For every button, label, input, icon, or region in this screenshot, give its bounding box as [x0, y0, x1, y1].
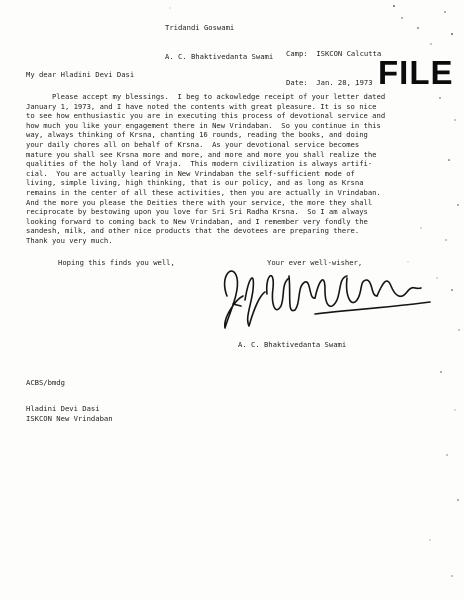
signature-block [215, 256, 440, 336]
recipient-location: ISKCON New Vrindaban [26, 413, 113, 423]
printed-name: A. C. Bhaktivedanta Swami [238, 340, 347, 349]
date-value: Jan. 28, 1973 [316, 77, 373, 87]
reference-initials: ACBS/bmdg [26, 378, 65, 387]
body-line: looking forward to coming back to New Vrindaban, and I remember very fondly the [26, 216, 368, 226]
body-line: Please accept my blessings. I beg to ackowledge receipt of your letter dated [26, 92, 386, 101]
body-line: Thank you very much. [26, 235, 113, 245]
body-line: remains in the center of all these activities, then you are actually in Vrindaban. [26, 187, 381, 197]
file-stamp: FILE [378, 54, 454, 91]
body-line: sandesh, milk, and other nice products that the devotees are preparing there. [26, 226, 360, 236]
body-line: mature you shall see Krsna more and more, and more and more you shall realize the [26, 149, 377, 159]
recipient-block [26, 404, 113, 423]
closing-line: Hoping this finds you well, [58, 258, 175, 267]
body-line: January 1, 1973, and I have noted the contents with great pleasure. It is so nice [26, 101, 377, 111]
body-line: how much you like your engagement there in New Vrindaban. So you continue in this [26, 120, 381, 130]
body-line: qualities of the holy land of Vraja. This modern civilization is always artifi- [26, 159, 373, 169]
camp-value: ISKCON Calcutta [316, 49, 382, 59]
body-line: living, simple living, high thinking, that is our policy, and as long as Krsna [26, 178, 364, 188]
body-line: your daily chores all on behalf of Krsna. As your devotional service becomes [26, 139, 360, 149]
salutation: My dear Hladini Devi Dasi [26, 70, 135, 79]
letter-body [26, 92, 456, 246]
body-line: reciprocate by bestowing upon you love for Sri Sri Radha Krsna. So I am always [26, 207, 368, 217]
date-label: Date: [286, 77, 308, 87]
sender-name: A. C. Bhaktivedanta Swami [165, 51, 274, 61]
handwritten-signature [215, 256, 440, 336]
sender-title: Tridandi Goswami [165, 23, 235, 33]
valediction: Your ever well-wisher, [267, 258, 363, 267]
body-line: to see how enthusiastic you are in executing this process of devotional service and [26, 111, 386, 121]
letterhead [165, 4, 273, 81]
body-line: way, always thinking of Krsna, chanting 16 rounds, reading the books, and doing [26, 130, 368, 140]
body-line: cial. You are actually learing in New Vrindaban the self-sufficient mode of [26, 168, 355, 178]
body-line: And the more you please the Deities there with your service, the more they shall [26, 197, 373, 207]
camp-label: Camp: [286, 49, 308, 59]
recipient-name: Hladini Devi Dasi [26, 404, 100, 413]
